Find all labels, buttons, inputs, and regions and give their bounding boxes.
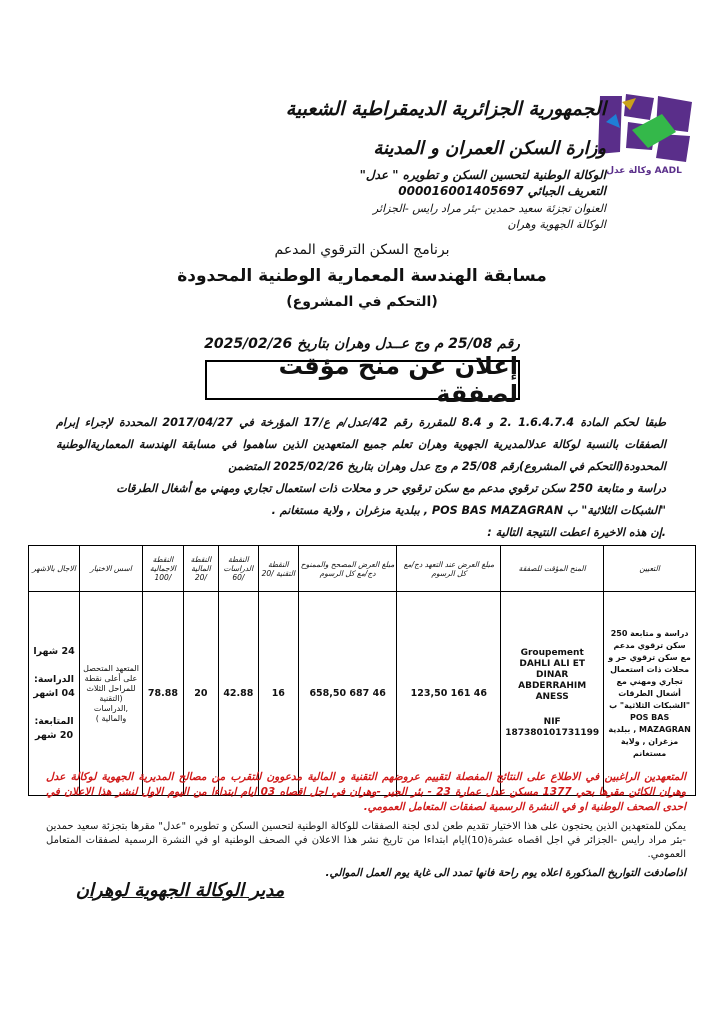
cell-selection-basis: المتعهد المتحصل على أعلى نقطة للمراحل الثلاث (التقنية ,الدراسات والمالية ) bbox=[80, 592, 143, 796]
table-row bbox=[29, 592, 696, 796]
appeal-notice: يمكن للمتعهدين الذين يحتجون على هذا الاختيار تقديم طعن لدى لجنة الصفقات للوكالة الوطنية لتحسين السكن و تطويره "عدل" مقرها بتجزئة سعيد حمدين -بئر مراد رايس -الجزائر في اجل اقصاه عشرة(10)ايام ابتداءا من تاريخ نشر هذا الاعلان في الصحف الوطنية او في النشرة الرسمية لصفقات المتعامل العمومي. bbox=[46, 821, 686, 860]
delay-total: 24 شهرا bbox=[33, 645, 75, 657]
competition-subtitle: (التحكم في المشروع) bbox=[286, 294, 438, 310]
cell-financial-score: 20 bbox=[183, 592, 218, 796]
awardee-name: Groupement DAHLI ALI ET DINAR ABDERRAHIM ANESS bbox=[518, 648, 587, 702]
cell-designation: دراسة و متابعة 250 سكن ترقوي مدعم مع سكن ترقوي حر و محلات ذات استعمال تجاري ومهني مع أشغال الطرقات "الشبكات الثلاثية" ب POS BAS MAZAGRAN , ببلدية مزغران , ولاية مستغانم bbox=[604, 592, 696, 796]
regional-agency: الوكالة الجهوية وهران bbox=[507, 218, 606, 231]
consultation-notice: المتعهدين الراغبين في الاطلاع على النتائج المفصلة لتقييم عروضهم التقنية و المالية مدعوون للتقرب من مصالح المديرية الجهوية لوكالة عدل وهران الكائن مقرها بحي 1377 مسكن عدل عمارة 23 - بئر الجير -وهران في اجل اقصاه 03 ايام ابتداءا من اليوم الاول لنشر هذا الاعلان في احدى الصحف الوطنية او في النشرة الرسمية لصفقات المتعامل العمومي. bbox=[46, 771, 686, 813]
republic-title: الجمهورية الجزائرية الديمقراطية الشعبية bbox=[285, 98, 606, 120]
announcement-body bbox=[56, 412, 666, 544]
header-designation: التعيين bbox=[604, 546, 696, 592]
competition-title: مسابقة الهندسة المعمارية الوطنية المحدودة bbox=[177, 266, 547, 286]
agency-address: العنوان تجزئة سعيد حمدين -بئر مراد رايس -الجزائر bbox=[372, 202, 606, 215]
cell-offer-amount: 46 161 123,50 bbox=[397, 592, 501, 796]
reference-line: رقم 25/08 م وج عــدل وهران بتاريخ 2025/02/26 bbox=[204, 336, 520, 352]
holiday-notice: اذاصادفت التواريخ المذكورة اعلاه يوم راحة فانها تمدد الى غاية يوم العمل الموالي. bbox=[325, 867, 686, 879]
cell-deadlines bbox=[29, 592, 80, 796]
results-table bbox=[28, 545, 696, 796]
header-deadlines: الاجال بالاشهر bbox=[29, 546, 80, 592]
program-title: برنامج السكن الترقوي المدعم bbox=[274, 242, 450, 258]
tax-id: التعريف الجبائي 000016001405697 bbox=[398, 184, 606, 198]
header-offer-amount: مبلغ العرض عند التعهد دج/مع كل الرسوم bbox=[397, 546, 501, 592]
ministry-title: وزارة السكن العمران و المدينة bbox=[373, 138, 606, 159]
director-signature-title: مدير الوكالة الجهوية لوهران bbox=[75, 880, 285, 901]
header-tech-score: النقطة التقنية /20 bbox=[258, 546, 298, 592]
body-paragraph-project: دراسة و متابعة 250 سكن ترقوي مدعم مع سكن ترقوي حر و محلات ذات استعمال تجاري ومهني مع أشغال الطرقات bbox=[116, 482, 666, 495]
cell-corrected-amount: 46 687 658,50 bbox=[298, 592, 397, 796]
logo-caption: وكالة عدل AADL bbox=[606, 166, 682, 176]
cell-total-score: 78.88 bbox=[142, 592, 183, 796]
cell-study-score: 42.88 bbox=[218, 592, 258, 796]
table-header-row bbox=[29, 546, 696, 592]
cell-tech-score: 16 bbox=[258, 592, 298, 796]
delay-study: الدراسة: 04 اشهر bbox=[33, 673, 75, 699]
header-selection-basis: اسس الاختيار bbox=[80, 546, 143, 592]
delay-follow-up: المتابعة: 20 شهر bbox=[34, 715, 74, 741]
body-paragraph-location: "الشبكات الثلاثية" ب POS BAS MAZAGRAN , ببلدية مزغران , ولاية مستغانم . bbox=[271, 504, 666, 517]
agency-name: الوكالة الوطنية لتحسين السكن و تطويره " عدل" bbox=[359, 168, 606, 182]
header-corrected-amount: مبلغ العرض المصحح والممنوح دج/مع كل الرسوم bbox=[298, 546, 397, 592]
announcement-title: إعلان عن منح مؤقت لصفقة bbox=[205, 360, 520, 400]
body-paragraph-result-intro: .إن هذه الاخيرة اعطت النتيجة التالية : bbox=[487, 526, 666, 539]
header-total-score: النقطة الاجمالية /100 bbox=[142, 546, 183, 592]
awardee-nif: NIF 187380101731199 bbox=[505, 717, 600, 738]
header-financial-score: النقطة المالية /20 bbox=[183, 546, 218, 592]
cell-awardee bbox=[501, 592, 604, 796]
header-study-score: النقطة الدراسات /60 bbox=[218, 546, 258, 592]
header-awardee: المنح المؤقت للصفقة bbox=[501, 546, 604, 592]
body-paragraph-legal: طبقا لحكم المادة 1.6.4.7.4 .2 و 8.4 للمقررة رقم 42/عدل/م ع/17 المؤرخة في 2017/04/27 المحددة لإجراء إبرام الصفقات بالنسبة لوكالة عدلالمديرية الجهوية وهران تعلم جميع المتعهدين الذين ساهموا في مسابقة الهندسة المعماريةالوطنية المحدودة(التحكم في المشروع)رقم 25/08 م وج عدل وهران بتاريخ 2025/02/26 المتضمن bbox=[56, 416, 667, 473]
